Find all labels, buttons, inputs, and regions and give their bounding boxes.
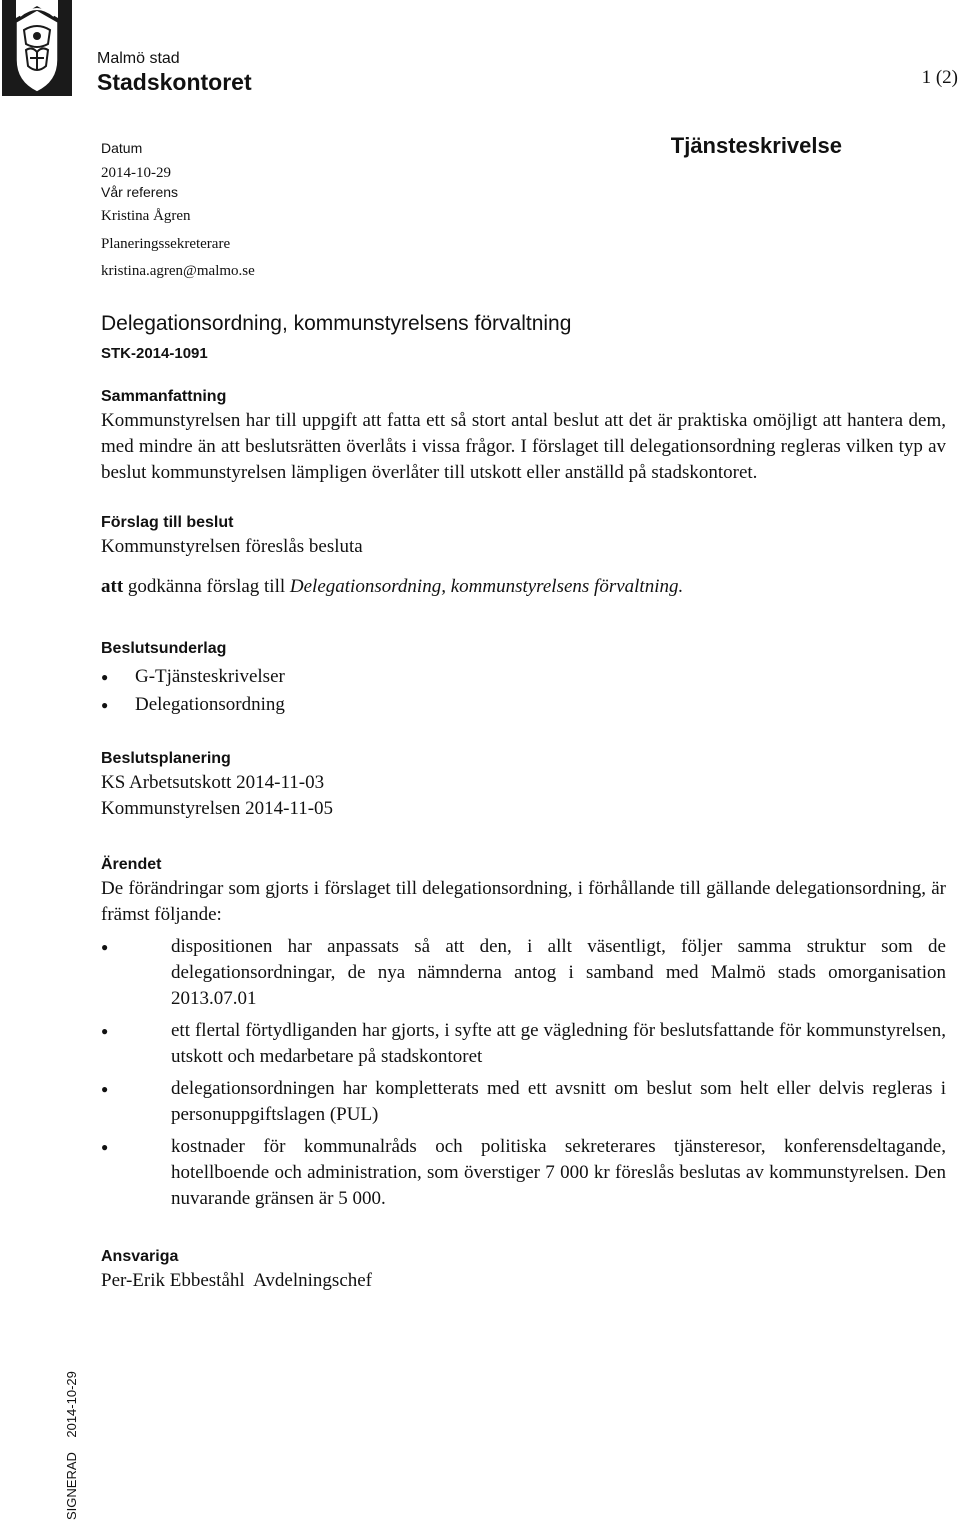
planning-line: Kommunstyrelsen 2014-11-05 <box>101 798 334 819</box>
proposal-heading: Förslag till beslut <box>101 514 234 531</box>
reference-role: Planeringssekreterare <box>101 236 231 252</box>
responsible-heading: Ansvariga <box>101 1248 179 1265</box>
malmo-coat-of-arms-logo <box>2 0 72 96</box>
document-type: Tjänsteskrivelse <box>670 133 842 158</box>
reference-label: Vår referens <box>101 184 179 200</box>
att-text: godkänna förslag till <box>127 576 286 597</box>
summary-text: Kommunstyrelsen har till uppgift att fatta ett så stort antal beslut att det är praktiska omöjligt att hantera dem, med mindre än att beslutsrätten överlåts i vissa frågor. I förslaget till delegationsordning regleras vilken typ av beslut kommunstyrelsen lämpligen överlåter till utskott eller anställd på stadskontoret. <box>101 410 946 483</box>
att-italic-title: Delegationsordning, kommunstyrelsens förvaltning. <box>289 576 684 597</box>
document-body <box>101 310 946 1294</box>
document-reference-number: STK-2014-1091 <box>101 345 208 362</box>
signed-label: SIGNERAD <box>64 1452 79 1520</box>
basis-heading: Beslutsunderlag <box>101 640 227 657</box>
matter-intro: De förändringar som gjorts i förslaget till delegationsordning, i förhållande till gällande delegationsordning, är främst följande: <box>101 878 946 925</box>
page-number: 1 (2) <box>921 67 958 88</box>
document-title: Delegationsordning, kommunstyrelsens förvaltning <box>101 312 572 335</box>
att-word: att <box>101 576 124 597</box>
matter-item: ● delegationsordningen har kompletterats med ett avsnitt om beslut som helt eller delvis regleras i personuppgiftslagen (PUL) <box>101 1076 946 1128</box>
date-value: 2014-10-29 <box>101 165 171 181</box>
organization-name: Malmö stad <box>97 50 180 67</box>
basis-item: ● G-Tjänsteskrivelser <box>101 664 946 690</box>
summary-heading: Sammanfattning <box>101 388 227 405</box>
reference-email: kristina.agren@malmo.se <box>101 263 255 279</box>
date-label: Datum <box>101 140 143 156</box>
responsible-name: Per-Erik Ebbeståhl <box>101 1270 245 1291</box>
basis-list <box>101 664 946 718</box>
department-name: Stadskontoret <box>97 69 252 95</box>
matter-heading: Ärendet <box>101 856 162 873</box>
responsible-role: Avdelningschef <box>253 1270 373 1291</box>
signed-stamp <box>64 1371 79 1520</box>
matter-item: ● ett flertal förtydliganden har gjorts, i syfte att ge vägledning för beslutsfattande för kommunstyrelsen, utskott och medarbetare på stadskontoret <box>101 1018 946 1070</box>
matter-item: ● kostnader för kommunalråds och politiska sekreterares tjänsteresor, konferensdeltagande, hotellboende och administration, som överstiger 7 000 kr föreslås beslutas av kommunstyrelsen. Den nuvarande gränsen är 5 000. <box>101 1134 946 1212</box>
proposal-intro: Kommunstyrelsen föreslås besluta <box>101 536 363 557</box>
planning-line: KS Arbetsutskott 2014-11-03 <box>101 772 325 793</box>
reference-name: Kristina Ågren <box>101 208 191 224</box>
planning-heading: Beslutsplanering <box>101 750 231 767</box>
matter-list <box>101 934 946 1212</box>
responsible-person <box>101 1268 946 1294</box>
basis-item: ● Delegationsordning <box>101 692 946 718</box>
proposal-att-clause <box>101 574 946 600</box>
matter-item: ● dispositionen har anpassats så att den, i allt väsentligt, följer samma struktur som de delegationsordningar, de nya nämnderna antog i samband med Malmö stads omorganisation 2013.07.01 <box>101 934 946 1012</box>
signed-date: 2014-10-29 <box>64 1371 79 1438</box>
